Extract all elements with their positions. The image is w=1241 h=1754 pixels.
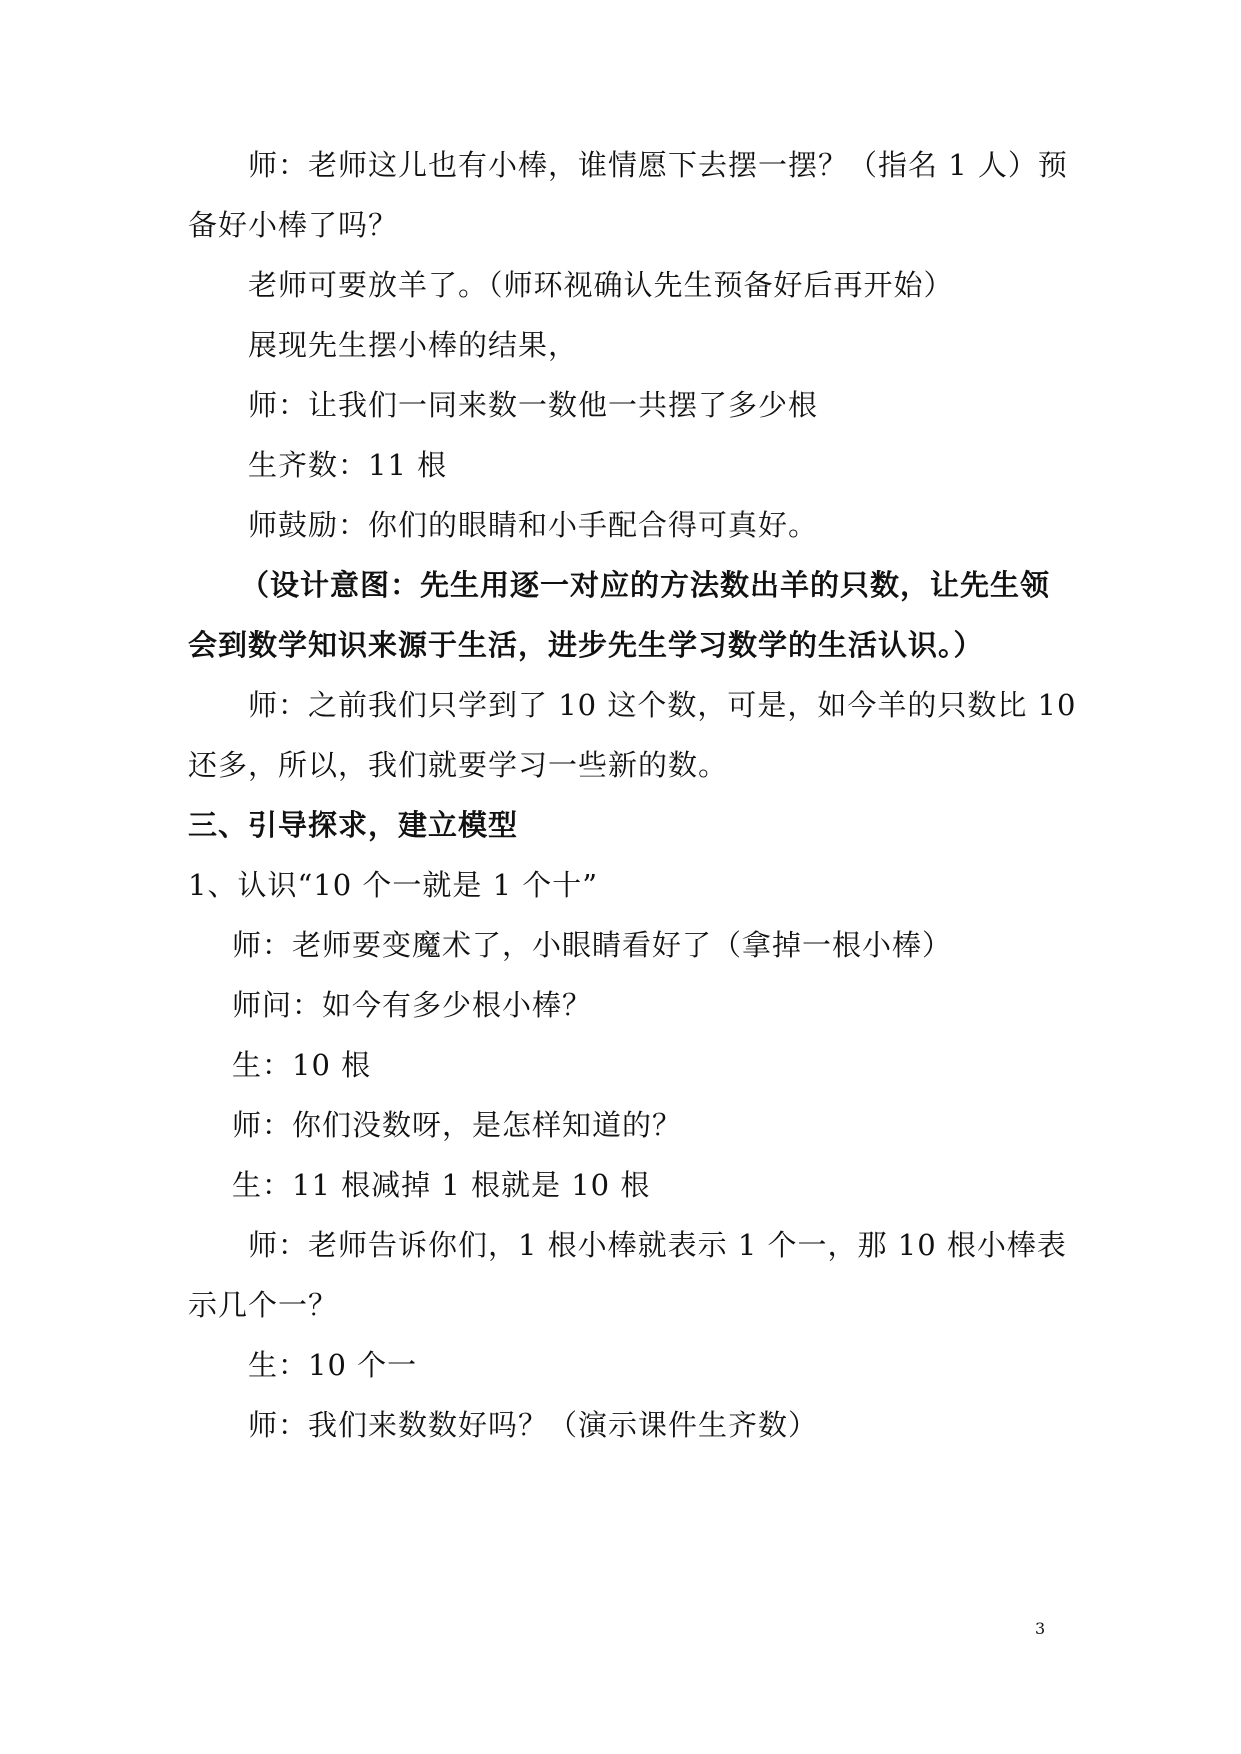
paragraph-line: 师：老师告诉你们，1 根小棒就表示 1 个一，那 10 根小棒表 — [248, 1228, 1067, 1262]
page-number: 3 — [1035, 1619, 1046, 1638]
paragraph-line: 备好小棒了吗？ — [188, 208, 399, 242]
paragraph-line: 生齐数：11 根 — [248, 448, 448, 482]
design-intent-line: （设计意图：先生用逐一对应的方法数出羊的只数，让先生领 — [240, 568, 1051, 602]
paragraph-line: 还多，所以，我们就要学习一些新的数。 — [188, 748, 729, 782]
paragraph-line: 师：老师要变魔术了，小眼睛看好了（拿掉一根小棒） — [232, 928, 953, 962]
paragraph-line: 师：让我们一同来数一数他一共摆了多少根 — [248, 388, 819, 422]
paragraph-line: 师：我们来数数好吗？（演示课件生齐数） — [248, 1408, 819, 1442]
paragraph-line: 生：10 根 — [232, 1048, 372, 1082]
paragraph-line: 师：之前我们只学到了 10 这个数，可是，如今羊的只数比 10 — [248, 688, 1077, 722]
paragraph-line: 生：10 个一 — [248, 1348, 418, 1382]
paragraph-line: 老师可要放羊了。（师环视确认先生预备好后再开始） — [248, 268, 954, 302]
paragraph-line: 展现先生摆小棒的结果， — [248, 328, 579, 362]
paragraph-line: 示几个一？ — [188, 1288, 339, 1322]
paragraph-line: 生：11 根减掉 1 根就是 10 根 — [232, 1168, 651, 1202]
paragraph-line: 师鼓励：你们的眼睛和小手配合得可真好。 — [248, 508, 819, 542]
paragraph-line: 师：你们没数呀，是怎样知道的？ — [232, 1108, 683, 1142]
design-intent-line: 会到数学知识来源于生活，进步先生学习数学的生活认识。） — [188, 628, 984, 662]
paragraph-line: 师问：如今有多少根小棒？ — [232, 988, 593, 1022]
section-heading: 三、引导探求，建立模型 — [188, 808, 519, 842]
paragraph-line: 师：老师这儿也有小棒，谁情愿下去摆一摆？（指名 1 人）预 — [248, 148, 1068, 182]
subsection-heading: 1、认识“10 个一就是 1 个十” — [188, 868, 599, 902]
